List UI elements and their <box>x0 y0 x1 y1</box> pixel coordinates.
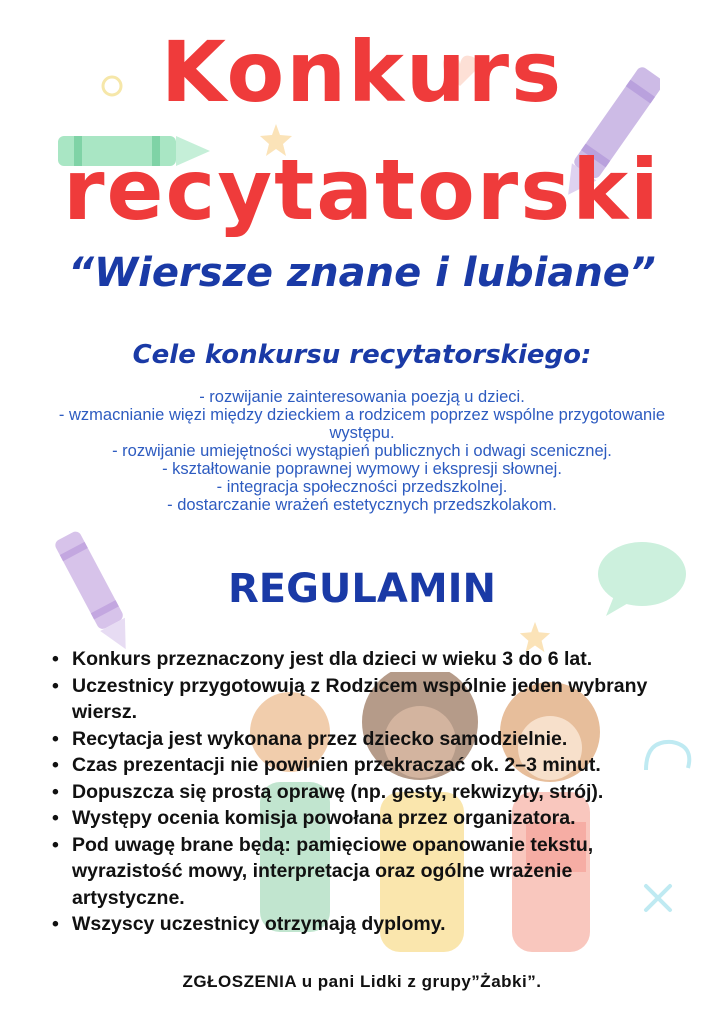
rule-text: Uczestnicy przygotowują z Rodzicem wspólnie jeden wybrany wiersz. <box>72 674 648 723</box>
rule-text: Recytacja jest wykonana przez dziecko samodzielnie. <box>72 727 568 750</box>
goal-item: - kształtowanie poprawnej wymowy i ekspresji słownej. <box>162 460 562 478</box>
poster-title-line1: Konkurs <box>160 23 564 121</box>
rule-item <box>48 646 688 673</box>
poster-title-line2: recytatorski <box>63 141 661 239</box>
goals-list <box>40 388 684 514</box>
rule-item <box>48 726 688 753</box>
goal-item: - integracja społeczności przedszkolnej. <box>216 478 508 496</box>
regulations-heading: REGULAMIN <box>227 566 497 612</box>
bullet-icon: • <box>52 913 59 935</box>
bullet-icon: • <box>52 833 59 856</box>
rule-item <box>48 805 688 832</box>
goals-heading: Cele konkursu recytatorskiego: <box>132 340 592 370</box>
regulations-list <box>48 646 688 938</box>
rule-text: Pod uwagę brane będą: pamięciowe opanowanie tekstu, wyrazistość mowy, interpretacja oraz ogólne wrażenie artystyczne. <box>72 833 594 909</box>
goal-item: - rozwijanie zainteresowania poezją u dzieci. <box>199 388 525 406</box>
rule-text: Konkurs przeznaczony jest dla dzieci w wieku 3 do 6 lat. <box>72 648 593 670</box>
contest-subtitle: “Wiersze znane i lubiane” <box>68 250 656 296</box>
rule-item <box>48 832 688 912</box>
bullet-icon: • <box>52 648 59 670</box>
rule-item <box>48 752 688 779</box>
rule-text: Wszyscy uczestnicy otrzymają dyplomy. <box>72 913 446 935</box>
rule-item <box>48 911 688 938</box>
rule-text: Czas prezentacji nie powinien przekraczać ok. 2–3 minut. <box>72 754 601 776</box>
registration-note: ZGŁOSZENIA u pani Lidki z grupy”Żabki”. <box>182 972 542 991</box>
rule-item <box>48 673 688 726</box>
goal-item: - dostarczanie wrażeń estetycznych przedszkolakom. <box>167 496 557 514</box>
rule-text: Występy ocenia komisja powołana przez organizatora. <box>72 807 576 829</box>
goal-item: - wzmacnianie więzi między dzieckiem a rodzicem poprzez wspólne przygotowanie występu. <box>58 406 666 442</box>
bullet-icon: • <box>52 727 59 750</box>
bullet-icon: • <box>52 780 59 803</box>
rule-item <box>48 779 688 806</box>
bullet-icon: • <box>52 754 59 776</box>
bullet-icon: • <box>52 807 59 829</box>
rule-text: Dopuszcza się prostą oprawę (np. gesty, rekwizyty, strój). <box>72 780 604 803</box>
bullet-icon: • <box>52 674 59 697</box>
goal-item: - rozwijanie umiejętności wystąpień publicznych i odwagi scenicznej. <box>112 442 612 460</box>
